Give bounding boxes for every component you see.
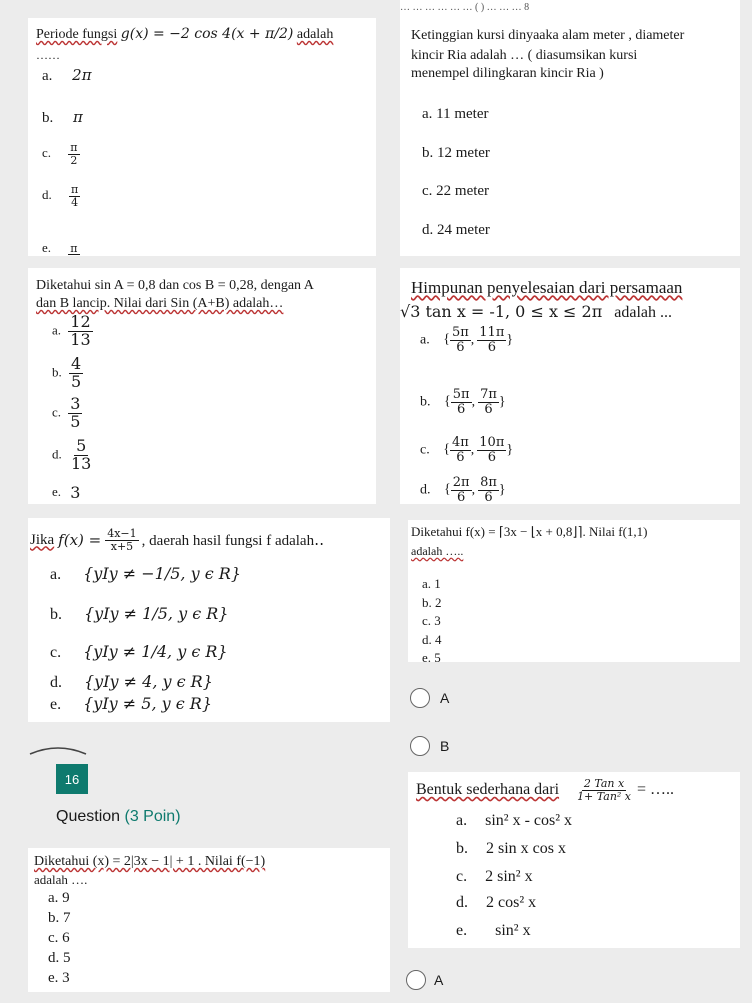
option-a: a. 1 — [422, 576, 441, 591]
question-line-2: adalah ….. — [411, 544, 464, 558]
answer-radio-b[interactable] — [410, 736, 430, 756]
question-panel-kincir — [400, 0, 740, 256]
question-line-2: dan B lancip. Nilai dari Sin (A+B) adalah… — [36, 296, 284, 311]
option-c: c. 22 meter — [422, 183, 490, 199]
question-line-1: Diketahui (x) = 2|3x − 1| + 1 . Nilai f(−1) — [34, 854, 266, 869]
question-panel-tan — [400, 268, 740, 504]
question-line-1: Ketinggian kursi dinyaaka alam meter , diameter — [411, 28, 685, 43]
answer-label-b: B — [440, 738, 450, 754]
answer-radio-a-bottom[interactable] — [406, 970, 426, 990]
answer-radio-a[interactable] — [410, 688, 430, 708]
option-d: d. {yIy ≠ 4, y ϵ R} — [50, 672, 213, 691]
option-e: e. 3 — [52, 482, 81, 502]
question-panel-abs — [28, 848, 390, 992]
option-c: c. $\frac{3}{5}$ — [52, 394, 81, 431]
option-b: b. 12 meter — [422, 145, 490, 161]
option-c: c. { $\frac{4\pi}{6}$ , $\frac{10\pi}{6}$ } — [420, 435, 514, 465]
question-expression: g(x) = −2 cos 4(x + π/2) — [120, 26, 294, 42]
option-c: c. {yIy ≠ 1/4, y ϵ R} — [50, 642, 228, 661]
option-a: a. {yIy ≠ −1/5, y ϵ R} — [50, 564, 241, 583]
question-equation: √3 tan x = -1, 0 ≤ x ≤ 2π adalah ... — [400, 302, 672, 321]
question-text: Jika f(x) = $\frac{4x-1}{x+5}$ , daerah hasil fungsi f adalah‥ — [30, 527, 325, 553]
question-line-3: menempel dilingkaran kincir Ria ) — [411, 66, 604, 81]
question-line-2: adalah …. — [34, 872, 88, 887]
option-b: b. 7 — [48, 910, 71, 926]
option-c: c. 3 — [422, 613, 441, 628]
question-panel-sin — [28, 268, 376, 504]
question-line-1: Diketahui f(x) = ⌈3x − ⌊x + 0,8⌋⌉. Nilai f(1,1) — [411, 524, 648, 539]
answer-label-a: A — [440, 690, 450, 706]
option-a: a. { $\frac{5\pi}{6}$ , $\frac{11\pi}{6}$ } — [420, 325, 514, 355]
option-a: a. $\frac{12}{13}$ — [52, 312, 91, 349]
option-a: a. 11 meter — [422, 106, 489, 122]
option-d: d. 24 meter — [422, 222, 490, 238]
option-e: e. sin² x — [456, 922, 531, 939]
question-text — [36, 26, 333, 43]
option-e: e. π — [42, 240, 78, 255]
option-d: d. { $\frac{2\pi}{6}$ , $\frac{8\pi}{6}$ } — [420, 475, 506, 504]
question-heading: Question (3 Poin) — [56, 808, 181, 825]
question-number-badge: 16 — [56, 764, 88, 794]
option-a: a. 9 — [48, 890, 70, 906]
option-d: d. 2 cos² x — [456, 894, 537, 911]
option-c: c. 6 — [48, 930, 70, 946]
option-b: b. { $\frac{5\pi}{6}$ , $\frac{7\pi}{6}$ } — [420, 387, 506, 417]
option-e: e. 3 — [48, 970, 70, 986]
question-panel-periode — [28, 18, 376, 256]
option-e: e. 5 — [422, 650, 441, 662]
option-c: c. 2 sin² x — [456, 868, 533, 885]
option-b: b. 2 — [422, 595, 442, 610]
option-d: d. $\frac{5}{13}$ — [52, 436, 92, 473]
option-b: b. $\frac{4}{5}$ — [52, 354, 82, 391]
question-title: Himpunan penyelesaian dari persamaan — [411, 278, 683, 297]
option-d: d. 4 — [422, 632, 442, 647]
question-line-1: Diketahui sin A = 0,8 dan cos B = 0,28, dengan A — [36, 278, 314, 293]
question-dots: …… — [36, 48, 60, 62]
question-panel-range — [28, 518, 390, 722]
question-prefix: Periode fungsi — [36, 27, 118, 42]
question-suffix: adalah — [296, 27, 334, 42]
question-line-2: kincir Ria adalah … ( diasumsikan kursi — [411, 48, 638, 63]
question-panel-simplify — [408, 772, 740, 948]
answer-label-a-bottom: A — [434, 972, 444, 988]
option-b: b. {yIy ≠ 1/5, y ϵ R} — [50, 604, 229, 623]
option-c: c. $\frac{\pi}{2}$ — [42, 141, 78, 167]
partial-radio-arc — [28, 742, 88, 756]
option-d: d. $\frac{\pi}{4}$ — [42, 183, 79, 209]
option-a: a. sin² x - cos² x — [456, 812, 573, 829]
option-e: e. {yIy ≠ 5, y ϵ R} — [50, 694, 213, 713]
question-text: Bentuk sederhana dari $\frac{\text{2 Tan x}}{\text{1+ Tan² x}}$ = ….. — [416, 777, 675, 803]
cut-off-line: … … … … … … ( ) … … … 8 — [400, 2, 530, 13]
question-panel-floor — [408, 520, 740, 662]
option-b: b. π — [42, 108, 83, 126]
option-a: a. 2π — [42, 66, 92, 84]
option-d: d. 5 — [48, 950, 71, 966]
option-b: b. 2 sin x cos x — [456, 840, 566, 857]
